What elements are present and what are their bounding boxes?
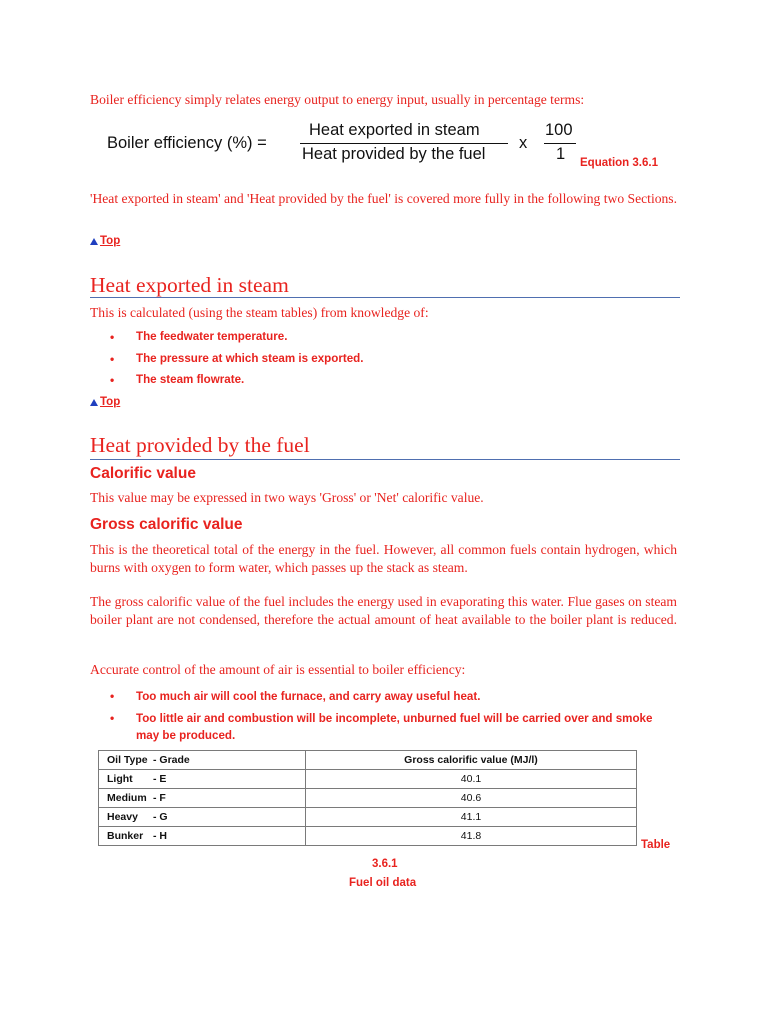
list-item: • Too much air will cool the furnace, and carry away useful heat.	[110, 688, 670, 705]
section-rule-2	[90, 459, 680, 460]
header-grade: - Grade	[153, 754, 190, 766]
equation-fraction-bar-2	[544, 143, 576, 144]
gcv-cell: 41.8	[306, 827, 637, 846]
equation-numerator: Heat exported in steam	[309, 121, 480, 139]
header-oil-type-cell	[99, 751, 306, 770]
oil-grade: - F	[153, 792, 166, 804]
top-link-1[interactable]	[90, 235, 120, 247]
header-oil-type: Oil Type	[107, 754, 148, 766]
list-item: • The pressure at which steam is exported.	[110, 352, 363, 374]
list-item: • The steam flowrate.	[110, 373, 363, 395]
gross-calorific-text-1: This is the theoretical total of the energy in the fuel. However, all common fuels contain hydrogen, which burns with oxygen to form water, which passes up the stack as steam.	[90, 542, 677, 575]
top-link-2[interactable]	[90, 396, 120, 408]
calorific-value-heading: Calorific value	[90, 465, 196, 482]
equation-label: Equation 3.6.1	[580, 157, 658, 169]
up-arrow-icon	[90, 399, 98, 406]
gcv-cell: 40.6	[306, 789, 637, 808]
fuel-oil-table	[98, 750, 637, 846]
table-caption-label: Table	[641, 839, 671, 851]
table-row	[99, 770, 637, 789]
oil-type: Medium	[107, 792, 147, 804]
top-link-label: Top	[100, 396, 121, 408]
table-caption-number: 3.6.1	[372, 858, 398, 870]
top-link-label: Top	[100, 235, 121, 247]
up-arrow-icon	[90, 238, 98, 245]
table-caption-title: Fuel oil data	[349, 877, 417, 889]
oil-type-cell	[99, 827, 306, 846]
list-item: • Too little air and combustion will be incomplete, unburned fuel will be carried over and smoke may be produced.	[110, 710, 670, 744]
oil-grade: - G	[153, 811, 168, 823]
table-row	[99, 827, 637, 846]
equation-times: x	[519, 134, 528, 152]
section-heading-heat-exported: Heat exported in steam	[90, 273, 289, 297]
air-control-text: Accurate control of the amount of air is essential to boiler efficiency:	[90, 662, 466, 677]
air-bullet-list	[110, 688, 670, 744]
covered-paragraph: 'Heat exported in steam' and 'Heat provided by the fuel' is covered more fully in the following two Sections.	[90, 191, 678, 206]
oil-type: Bunker	[107, 830, 144, 842]
equation-one: 1	[556, 145, 566, 163]
oil-grade: - H	[153, 830, 167, 842]
oil-type-cell	[99, 808, 306, 827]
oil-type: Light	[107, 773, 133, 785]
header-gcv: Gross calorific value (MJ/l)	[306, 751, 637, 770]
oil-type: Heavy	[107, 811, 138, 823]
gross-calorific-text-2: The gross calorific value of the fuel includes the energy used in evaporating this water. Flue gases on steam boiler plant are not condensed, therefore the actual amount of heat available to the boiler plant is reduced.	[90, 594, 677, 627]
gcv-cell: 40.1	[306, 770, 637, 789]
table-row	[99, 808, 637, 827]
gcv-cell: 41.1	[306, 808, 637, 827]
oil-type-cell	[99, 770, 306, 789]
calorific-value-text: This value may be expressed in two ways 'Gross' or 'Net' calorific value.	[90, 490, 484, 505]
equation-hundred: 100	[545, 121, 573, 139]
section1-bullet-list	[110, 330, 363, 395]
equation-lhs: Boiler efficiency (%) =	[107, 134, 267, 152]
section1-intro: This is calculated (using the steam tables) from knowledge of:	[90, 305, 429, 320]
section-rule-1	[90, 297, 680, 298]
gross-calorific-heading: Gross calorific value	[90, 516, 243, 533]
oil-grade: - E	[153, 773, 167, 785]
list-item: • The feedwater temperature.	[110, 330, 363, 352]
table-row	[99, 789, 637, 808]
equation-denominator: Heat provided by the fuel	[302, 145, 486, 163]
equation-fraction-bar	[300, 143, 508, 144]
table-header-row	[99, 751, 637, 770]
section-heading-heat-provided: Heat provided by the fuel	[90, 433, 310, 457]
oil-type-cell	[99, 789, 306, 808]
intro-paragraph: Boiler efficiency simply relates energy output to energy input, usually in percentage terms:	[90, 92, 585, 107]
